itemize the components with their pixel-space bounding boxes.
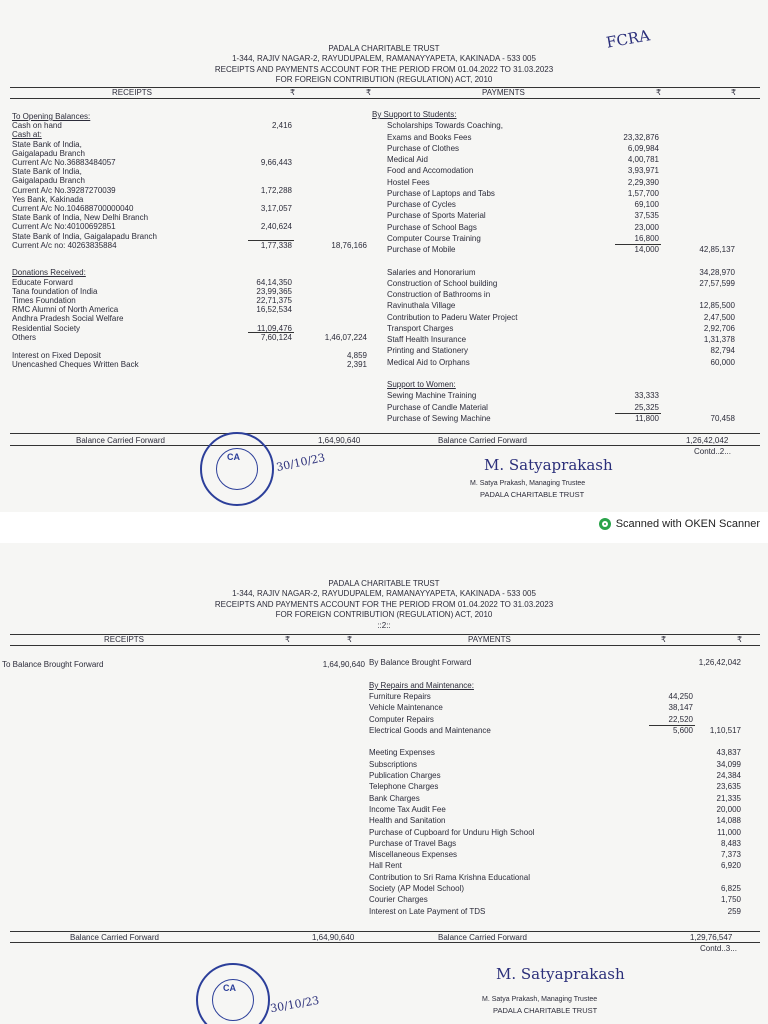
receipt-detail-amount: 16,52,534 [256,305,292,315]
payment-total-amount: 21,335 [716,793,741,803]
payment-total-amount: 2,92,706 [703,323,735,333]
payment-total-amount: 7,373 [720,850,741,860]
continued-note: Contd..3... [700,944,737,953]
payment-total-amount: 1,750 [720,895,741,905]
payment-line-label: Telephone Charges [369,782,439,792]
payment-line-label: Contribution to Sri Rama Krishna Educational [369,872,530,882]
payment-detail-amount: 14,000 [634,245,659,254]
statement-title: RECEIPTS AND PAYMENTS ACCOUNT FOR THE PERIOD FROM 01.04.2022 TO 31.03.2023 [214,64,554,74]
receipt-total-amount: 18,76,166 [331,240,367,250]
payments-column-header: PAYMENTS [482,88,525,97]
balance-carried-forward-label: Balance Carried Forward [76,436,165,445]
payments-total: 1,26,42,042 [686,436,729,445]
payment-total-amount: 2,47,500 [703,312,735,322]
signatory-org: PADALA CHARITABLE TRUST [493,1006,598,1015]
receipt-line-label: Gaigalapadu Branch [12,148,85,158]
statement-header [0,579,768,631]
trustee-signature: M. Satyaprakash [484,456,613,474]
payment-total-amount: 27,57,599 [699,278,735,288]
payment-line-label: Medical Aid [387,155,428,164]
receipt-line-label: State Bank of India, New Delhi Branch [12,213,149,223]
receipt-detail-amount: 2,416 [271,121,292,131]
payments-total: 1,29,76,547 [690,933,733,942]
payment-line-label: Purchase of School Bags [387,222,477,232]
payment-line-label: Purchase of Laptops and Tabs [387,188,495,198]
payment-total-amount: 70,458 [710,413,735,423]
payment-detail-amount: 25,325 [634,402,659,412]
payment-line-label: Scholarships Towards Coaching, [387,121,503,131]
subtotal-rule [248,240,294,241]
payment-total-amount: 12,85,500 [699,301,735,311]
payment-line-label: Computer Course Training [387,233,481,243]
payment-line-label: Hostel Fees [387,177,430,187]
payment-line-label: Interest on Late Payment of TDS [369,906,486,916]
trust-name: PADALA CHARITABLE TRUST [328,579,440,588]
payment-detail-amount: 3,93,971 [627,166,659,176]
payment-line-label: Food and Accomodation [387,166,474,176]
receipt-line-label: Residential Society [12,323,81,333]
receipt-detail-amount: 1,72,288 [260,185,292,195]
receipt-line-label: Current A/c No.39287270039 [12,185,116,195]
payment-line-label: Exams and Books Fees [387,132,472,142]
total-rule [10,433,760,434]
total-rule [10,931,760,932]
subtotal-rule [248,332,294,333]
act-line: FOR FOREIGN CONTRIBUTION (REGULATION) ACT, 2010 [275,75,493,85]
payment-line-label: Purchase of Clothes [387,143,460,153]
payment-line-label: Computer Repairs [369,714,434,724]
payment-detail-amount: 1,57,700 [627,188,659,198]
payment-detail-amount: 11,800 [635,413,659,423]
payment-detail-amount: 16,800 [634,233,659,243]
receipt-line-label: Current A/c No.104688700000040 [12,204,134,213]
payment-total-amount: 34,099 [716,759,741,769]
receipt-detail-amount: 64,14,350 [256,277,292,287]
payment-total-amount: 23,635 [716,782,741,792]
payment-detail-amount: 44,250 [668,691,693,701]
payment-total-amount: 1,10,517 [709,725,741,735]
payment-line-label: Printing and Stationery [387,346,468,356]
payment-detail-amount: 38,147 [668,703,693,713]
payment-line-label: Salaries and Honorarium [387,267,476,277]
payment-line-label: Income Tax Audit Fee [369,804,446,814]
oken-scanner-icon [599,518,611,530]
payment-detail-amount: 23,000 [634,222,659,232]
receipt-line-label: Educate Forward [12,277,73,287]
scanner-watermark [599,518,760,530]
payments-column-header: PAYMENTS [468,635,511,644]
balance-carried-forward-label: Balance Carried Forward [70,933,159,942]
payment-line-label: Contribution to Paderu Water Project [387,312,518,322]
receipt-line-label: Yes Bank, Kakinada [12,194,84,204]
payment-detail-amount: 33,333 [634,391,659,401]
payment-total-amount: 1,31,378 [703,335,735,344]
payment-line-label: By Support to Students: [372,110,457,119]
receipt-line-label: Cash at: [12,130,42,140]
page-number: ::2:: [377,620,391,630]
receipt-detail-amount: 3,17,057 [260,204,292,213]
ca-logo: CA [223,983,236,993]
continued-note: Contd..2... [694,447,731,456]
payment-line-label: Subscriptions [369,759,418,769]
payment-line-label: Ravinuthala Village [387,301,456,311]
total-rule [10,445,760,446]
receipt-line-label: Interest on Fixed Deposit [12,351,101,361]
receipt-total-amount: 1,64,90,640 [322,660,365,669]
receipt-line-label: Current A/c No.36883484057 [12,158,116,167]
payment-line-label: Bank Charges [369,793,420,803]
trust-name: PADALA CHARITABLE TRUST [328,44,440,53]
payment-detail-amount: 6,09,984 [627,143,659,153]
header-rule-bottom [10,645,760,646]
payment-line-label: Purchase of Cycles [387,200,456,209]
payment-line-label: Courier Charges [369,895,428,905]
payment-line-label: Staff Health Insurance [387,335,467,344]
statement-page-2 [0,543,768,1024]
receipts-total: 1,64,90,640 [318,436,361,445]
payment-line-label: Construction of Bathrooms in [387,290,491,299]
payment-total-amount: 259 [727,906,741,916]
ca-logo: CA [227,452,240,462]
payment-line-label: Society (AP Model School) [369,884,465,893]
payment-line-label: Purchase of Mobile [387,245,456,254]
payment-line-label: Purchase of Cupboard for Unduru High School [369,827,535,837]
rupee-symbol: ₹ [347,635,353,644]
total-rule [10,942,760,943]
receipt-detail-amount: 7,60,124 [260,332,292,342]
receipts-total: 1,64,90,640 [312,933,355,942]
payment-detail-amount: 22,520 [668,714,693,724]
payment-total-amount: 34,28,970 [699,267,735,277]
receipt-line-label: Unencashed Cheques Written Back [12,360,139,370]
receipt-line-label: To Balance Brought Forward [2,660,104,669]
rupee-symbol: ₹ [656,88,662,97]
statement-title: RECEIPTS AND PAYMENTS ACCOUNT FOR THE PERIOD FROM 01.04.2022 TO 31.03.2023 [214,599,554,609]
payment-detail-amount: 69,100 [634,200,659,209]
receipt-line-label: RMC Alumni of North America [12,305,119,315]
payment-line-label: Furniture Repairs [369,691,431,701]
balance-carried-forward-label: Balance Carried Forward [438,933,527,942]
trustee-signature: M. Satyaprakash [496,965,625,983]
payment-detail-amount: 4,00,781 [627,155,659,164]
receipt-detail-amount: 23,99,365 [256,286,292,296]
signatory-name: M. Satya Prakash, Managing Trustee [482,996,598,1003]
payment-line-label: Purchase of Candle Material [387,402,488,412]
payment-total-amount: 1,26,42,042 [698,658,741,667]
signatory-org: PADALA CHARITABLE TRUST [480,490,585,499]
receipt-detail-amount: 9,66,443 [260,158,292,167]
payment-line-label: Purchase of Sports Material [387,211,486,221]
payment-total-amount: 42,85,137 [699,245,735,254]
payment-line-label: Construction of School building [387,278,498,288]
receipt-line-label: Cash on hand [12,121,62,131]
receipt-line-label: Current A/c No:40100692851 [12,222,116,232]
payment-line-label: Vehicle Maintenance [369,703,443,713]
payment-line-label: Transport Charges [387,323,454,333]
payment-total-amount: 60,000 [710,357,735,367]
payment-total-amount: 8,483 [720,838,741,848]
payment-line-label: Medical Aid to Orphans [387,357,470,367]
receipt-line-label: State Bank of India, Gaigalapadu Branch [12,231,157,241]
rupee-symbol: ₹ [737,635,743,644]
rupee-symbol: ₹ [366,88,372,97]
payment-line-label: Publication Charges [369,771,441,780]
receipt-line-label: Gaigalapadu Branch [12,176,85,186]
payment-detail-amount: 2,29,390 [627,177,659,187]
receipt-line-label: State Bank of India, [12,139,82,149]
subtotal-rule [615,244,661,245]
handwritten-fcra-note: FCRA [604,26,652,52]
rupee-symbol: ₹ [661,635,667,644]
balance-carried-forward-label: Balance Carried Forward [438,436,527,445]
payment-line-label: Sewing Machine Training [387,391,477,401]
trust-address: 1-344, RAJIV NAGAR-2, RAYUDUPALEM, RAMANAYYAPETA, KAKINADA - 533 005 [232,589,536,599]
payment-line-label: By Repairs and Maintenance: [369,680,474,690]
auditor-initials: 30/10/23 [269,993,321,1016]
payment-total-amount: 20,000 [716,804,741,814]
receipt-detail-amount: 1,77,338 [260,240,292,250]
payment-total-amount: 6,825 [720,884,741,893]
receipt-total-amount: 4,859 [346,351,367,361]
rupee-symbol: ₹ [290,88,296,97]
signatory-name: M. Satya Prakash, Managing Trustee [470,480,586,487]
scanner-label: Scanned with OKEN Scanner [615,518,760,530]
receipt-line-label: To Opening Balances: [12,112,91,121]
trust-address: 1-344, RAJIV NAGAR-2, RAYUDUPALEM, RAMANAYYAPETA, KAKINADA - 533 005 [232,54,536,64]
payment-line-label: Hall Rent [369,861,402,871]
payment-line-label: Electrical Goods and Maintenance [369,725,491,735]
payment-total-amount: 82,794 [710,346,735,356]
subtotal-rule [615,413,661,414]
payment-line-label: By Balance Brought Forward [369,658,472,667]
receipts-column-header: RECEIPTS [104,635,145,644]
act-line: FOR FOREIGN CONTRIBUTION (REGULATION) ACT, 2010 [275,610,493,620]
payment-total-amount: 43,837 [716,748,741,758]
receipt-line-label: Tana foundation of India [12,286,98,296]
payment-detail-amount: 23,32,876 [623,132,659,142]
receipt-total-amount: 2,391 [346,360,367,370]
receipt-detail-amount: 2,40,624 [260,222,292,232]
receipt-detail-amount: 22,71,375 [256,296,292,305]
receipt-line-label: Donations Received: [12,268,86,278]
receipt-line-label: State Bank of India, [12,167,82,177]
receipt-line-label: Andhra Pradesh Social Welfare [12,314,124,324]
payment-detail-amount: 37,535 [634,211,659,221]
payment-line-label: Health and Sanitation [369,816,446,826]
payment-line-label: Purchase of Travel Bags [369,838,457,848]
payment-total-amount: 24,384 [716,771,741,780]
header-rule-bottom [10,98,760,99]
receipt-line-label: Times Foundation [12,296,76,305]
receipt-detail-amount: 11,09,476 [257,323,292,333]
auditor-stamp [200,432,274,506]
rupee-symbol: ₹ [731,88,737,97]
payment-total-amount: 14,088 [716,816,741,826]
payment-detail-amount: 5,600 [672,725,693,735]
receipt-total-amount: 1,46,07,224 [324,332,367,342]
receipt-line-label: Current A/c no: 40263835884 [12,240,117,250]
statement-header [0,44,768,86]
payment-line-label: Miscellaneous Expenses [369,850,458,860]
receipt-line-label: Others [12,332,37,342]
payment-total-amount: 11,000 [717,827,741,837]
auditor-initials: 30/10/23 [275,451,327,474]
payment-line-label: Support to Women: [387,380,456,389]
payment-line-label: Meeting Expenses [369,748,435,758]
payment-total-amount: 6,920 [720,861,741,871]
payment-line-label: Purchase of Sewing Machine [387,413,491,423]
rupee-symbol: ₹ [285,635,291,644]
subtotal-rule [649,725,695,726]
auditor-stamp [196,963,270,1024]
receipts-column-header: RECEIPTS [112,88,153,97]
